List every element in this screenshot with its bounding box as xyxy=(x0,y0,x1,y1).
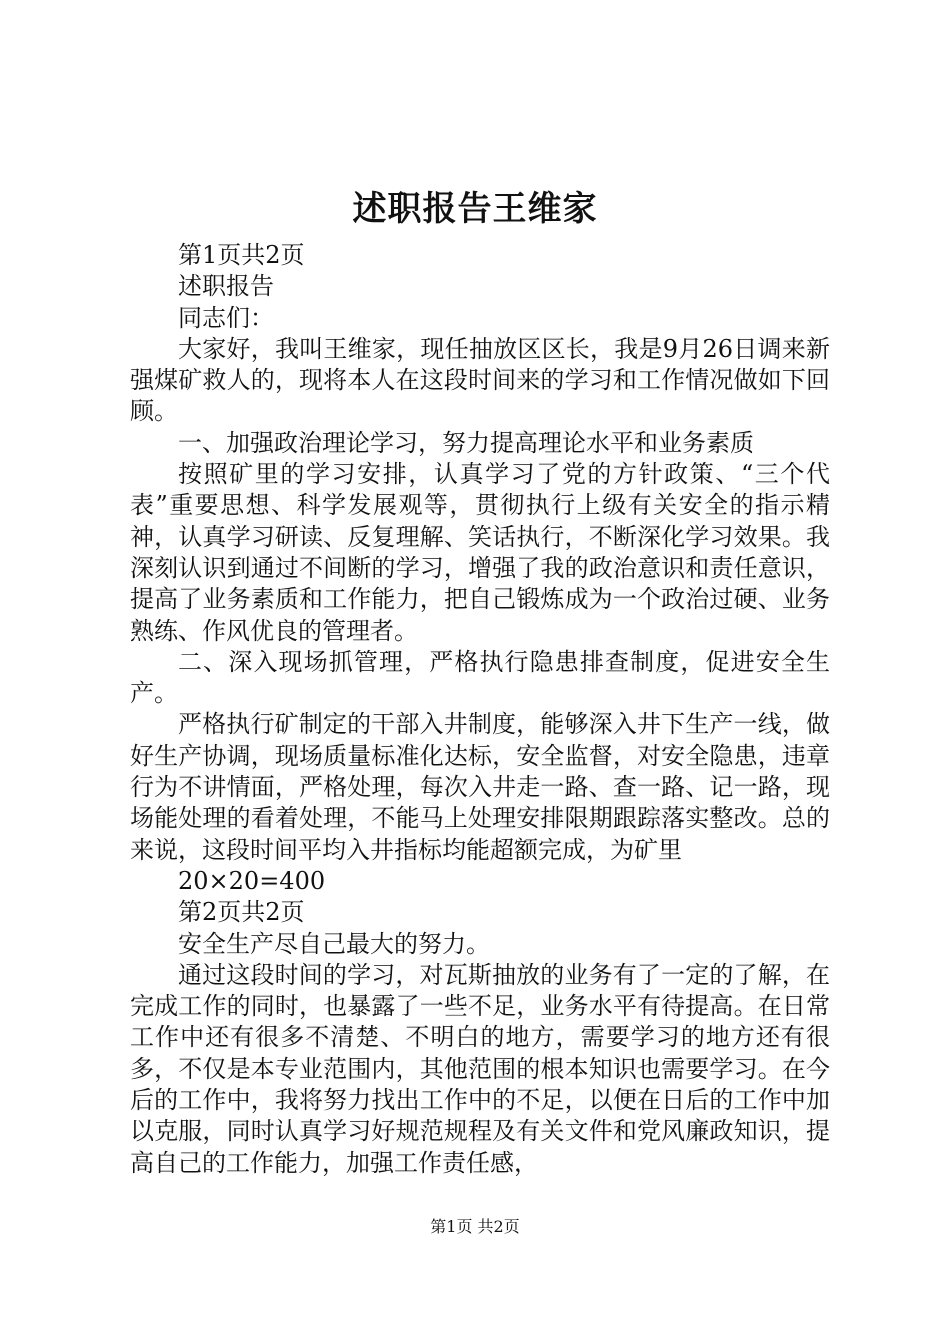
body-paragraph: 按照矿里的学习安排，认真学习了党的方针政策、“三个代表”重要思想、科学发展观等，贯彻执行上级有关安全的指示精神，认真学习研读、反复理解、笑话执行，不断深化学习效果。我深刻认识到通过不间断的学习，增强了我的政治意识和责任意识，提高了业务素质和工作能力，把自己锻炼成为一个政治过硬、业务熟练、作风优良的管理者。 xyxy=(130,460,830,645)
document-title: 述职报告王维家 xyxy=(352,189,598,229)
body-paragraph: 大家好，我叫王维家，现任抽放区区长，我是9月26日调来新强煤矿救人的，现将本人在这段时间来的学习和工作情况做如下回顾。 xyxy=(130,334,830,426)
body-paragraph: 严格执行矿制定的干部入井制度，能够深入井下生产一线，做好生产协调，现场质量标准化达标，安全监督，对安全隐患，违章行为不讲情面，严格处理，每次入井走一路、查一路、记一路，现场能处理的看着处理，不能马上处理安排限期跟踪落实整改。总的来说，这段时间平均入井指标均能超额完成，为矿里 xyxy=(130,710,830,864)
report-heading: 述职报告 xyxy=(178,272,274,301)
body-paragraph: 通过这段时间的学习，对瓦斯抽放的业务有了一定的了解，在完成工作的同时，也暴露了一些不足，业务水平有待提高。在日常工作中还有很多不清楚、不明白的地方，需要学习的地方还有很多，不仅是本专业范围内，其他范围的根本知识也需要学习。在今后的工作中，我将努力找出工作中的不足，以便在日后的工作中加以克服，同时认真学习好规范规程及有关文件和党风廉政知识，提高自己的工作能力，加强工作责任感， xyxy=(130,960,830,1177)
grid-note: 20×20=400 xyxy=(178,866,326,895)
page-marker: 第1页共2页 xyxy=(178,241,305,269)
section-heading: 二、深入现场抓管理，严格执行隐患排查制度，促进安全生产。 xyxy=(130,647,830,708)
salutation: 同志们： xyxy=(178,303,274,332)
body-paragraph: 安全生产尽自己最大的努力。 xyxy=(178,929,490,958)
page-marker: 第2页共2页 xyxy=(178,898,305,927)
page-footer: 第1页 共2页 xyxy=(430,1217,520,1236)
document-body xyxy=(130,240,830,1179)
section-heading: 一、加强政治理论学习，努力提高理论水平和业务素质 xyxy=(178,428,754,457)
